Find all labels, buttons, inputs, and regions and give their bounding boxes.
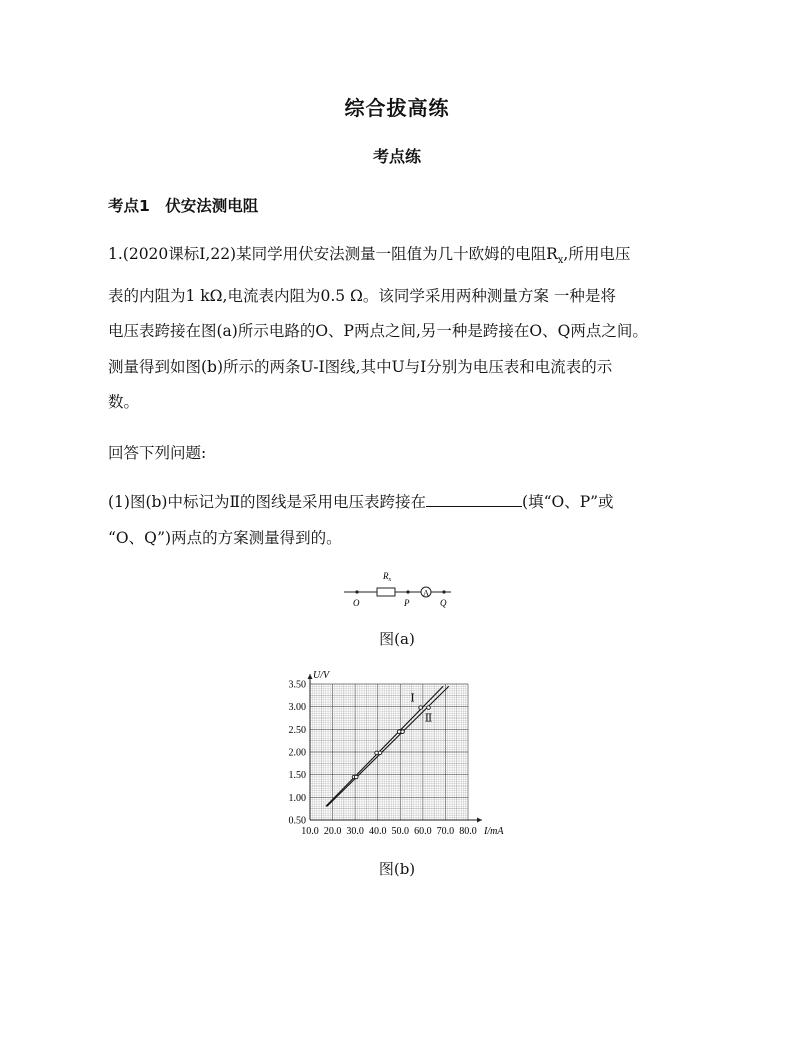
- series-label: Ⅱ: [424, 712, 433, 725]
- figure-b-caption: 图(b): [378, 860, 416, 878]
- x-tick-label: 20.0: [323, 826, 342, 837]
- problem-line-1: [108, 237, 698, 279]
- data-point: [401, 730, 405, 734]
- x-tick-label: 40.0: [368, 826, 387, 837]
- problem-text: [108, 237, 698, 421]
- figure-a-caption: 图(a): [379, 630, 415, 648]
- data-point: [354, 775, 358, 779]
- data-point: [427, 706, 431, 710]
- x-tick-label: 30.0: [346, 826, 364, 837]
- question-1-line-2: “O、Q”)两点的方案测量得到的。: [108, 528, 342, 547]
- node-p-label: P: [404, 598, 410, 608]
- y-tick-label: 2.00: [288, 747, 306, 759]
- problem-line-1-tail: ,所用电压: [563, 245, 631, 263]
- y-axis-label: U/V: [313, 670, 330, 681]
- circuit-diagram: [340, 568, 455, 610]
- question-1-before: (1)图(b)中标记为Ⅱ的图线是采用电压表跨接在: [108, 493, 427, 511]
- node-o-dot: [355, 590, 358, 593]
- x-tick-label: 50.0: [391, 826, 410, 837]
- x-tick-label: 70.0: [436, 826, 455, 837]
- y-tick-label: 2.50: [288, 724, 306, 736]
- x-axis-label: I/mA: [484, 826, 504, 837]
- x-tick-label: 80.0: [459, 826, 477, 837]
- y-tick-label: 1.00: [288, 792, 306, 804]
- resistor-label: $R_x$: [383, 571, 392, 583]
- question-1-line-1: [108, 485, 698, 521]
- series-label: Ⅰ: [410, 692, 415, 705]
- answer-prompt: 回答下列问题:: [108, 444, 207, 462]
- node-q-label: Q: [440, 598, 447, 608]
- question-1: [108, 485, 698, 556]
- problem-line-1-text: 1.(2020课标Ⅰ,22)某同学用伏安法测量一阻值为几十欧姆的电阻R: [108, 245, 558, 263]
- y-tick-label: 3.00: [288, 702, 306, 714]
- page-subtitle: 考点练: [372, 147, 421, 166]
- y-tick-label: 3.50: [288, 679, 306, 691]
- x-tick-label: 10.0: [301, 826, 319, 837]
- y-tick-label: 1.50: [288, 770, 306, 782]
- problem-line-2: 表的内阻为1 kΩ,电流表内阻为0.5 Ω。该同学采用两种测量方案 一种是将: [108, 286, 616, 305]
- y-tick-label: 0.50: [288, 815, 306, 827]
- problem-line-5: 数。: [108, 393, 140, 412]
- page-title: 综合拔高练: [344, 96, 450, 120]
- problem-line-4: 测量得到如图(b)所示的两条U-I图线,其中U与I分别为电压表和电流表的示: [108, 357, 613, 376]
- node-q-dot: [442, 590, 445, 593]
- answer-blank[interactable]: [426, 488, 522, 507]
- node-p-dot: [406, 590, 409, 593]
- rx-subscript: x: [557, 255, 564, 267]
- section-heading: 考点1 伏安法测电阻: [108, 197, 259, 215]
- y-axis-arrow: [308, 674, 313, 679]
- ui-chart: [270, 668, 535, 843]
- question-1-after: (填“O、P”或: [522, 493, 614, 511]
- resistor-rx: [377, 588, 395, 596]
- ammeter-label: A: [423, 588, 429, 598]
- x-axis-arrow: [477, 818, 482, 823]
- data-point: [378, 751, 382, 755]
- problem-line-3: 电压表跨接在图(a)所示电路的O、P两点之间,另一种是跨接在O、Q两点之间。: [108, 322, 648, 341]
- x-tick-label: 60.0: [414, 826, 432, 837]
- node-o-label: O: [353, 598, 360, 608]
- data-point: [419, 706, 423, 710]
